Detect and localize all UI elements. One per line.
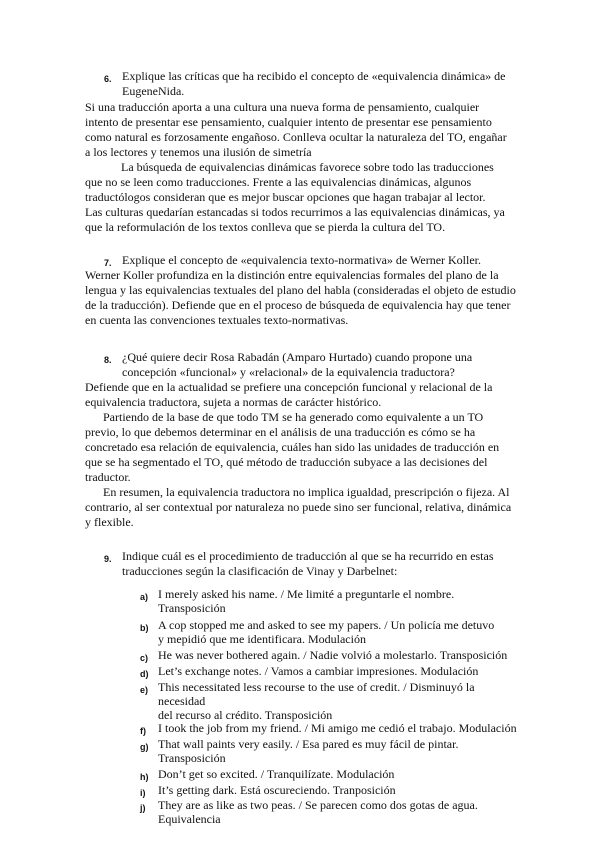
item-j-line: Equivalencia — [158, 812, 221, 826]
question-8-body-line: equivalencia traductora, sujeta a normas de carácter histórico. — [85, 395, 382, 409]
question-7-number: 7. — [104, 258, 112, 268]
question-9-title-line-2: traducciones según la clasificación de Vinay y Darbelnet: — [122, 564, 398, 578]
question-6-body-line: como natural es forzosamente engañoso. Conlleva ocultar la naturaleza del TO, engañar — [85, 130, 507, 144]
question-8-body-line: contrario, al ser contextual por naturaleza no puede sino ser funcional, relativa, dinámica — [85, 500, 512, 514]
item-b-line: A cop stopped me and asked to see my papers. / Un policía me detuvo — [158, 618, 495, 632]
question-6-body-line: Si una traducción aporta a una cultura una nueva forma de pensamiento, cualquier — [85, 100, 480, 114]
question-8-body-line: traductor. — [85, 470, 131, 484]
question-8-body-line: En resumen, la equivalencia traductora no implica igualdad, prescripción o fijeza. Al — [103, 485, 510, 499]
question-6-number: 6. — [104, 74, 112, 84]
item-a-line: Transposición — [158, 601, 226, 615]
item-h-label: h) — [140, 772, 149, 782]
question-7-body-line: lengua y las equivalencias textuales del plano del habla (consideradas el objeto de estudio — [85, 283, 516, 297]
item-c-label: c) — [140, 653, 149, 663]
question-7-title: Explique el concepto de «equivalencia texto-normativa» de Werner Koller. — [122, 253, 482, 267]
item-c-line: He was never bothered again. / Nadie volvió a molestarlo. Transposición — [158, 648, 508, 662]
question-8-body-line: previo, lo que debemos determinar en el análisis de una traducción es cómo se ha — [85, 425, 476, 439]
question-6-body-line: La búsqueda de equivalencias dinámicas favorece sobre todo las traducciones — [121, 160, 494, 174]
question-7-body-line: Werner Koller profundiza en la distinción entre equivalencias formales del plano de la — [85, 268, 499, 282]
question-8-body-line: y flexible. — [85, 515, 134, 529]
item-a-label: a) — [140, 592, 149, 602]
question-6-body-line: intento de presentar ese pensamiento, cualquier intento de presentar ese pensamiento — [85, 115, 492, 129]
question-8-body-line: Partiendo de la base de que todo TM se ha generado como equivalente a un TO — [103, 410, 484, 424]
item-g-label: g) — [140, 742, 149, 752]
item-j-line: They are as like as two peas. / Se parecen como dos gotas de agua. — [158, 798, 478, 812]
question-6-title-line-1: Explique las críticas que ha recibido el concepto de «equivalencia dinámica» de — [122, 69, 506, 83]
item-b-line: y mepidió que me identificara. Modulación — [158, 632, 366, 646]
question-6-body-line: que no se leen como traducciones. Frente a las equivalencias dinámicas, algunos — [85, 175, 472, 189]
question-8-body-line: que se ha segmentado el TO, qué método de traducción subyace a las decisiones del — [85, 455, 488, 469]
item-g-line: Transposición — [158, 751, 226, 765]
item-d-label: d) — [140, 669, 149, 679]
item-f-label: f) — [140, 726, 146, 736]
question-6-body-line: a los lectores y tenemos una ilusión de simetría — [85, 145, 312, 159]
item-i-line: It’s getting dark. Está oscureciendo. Tranposición — [158, 783, 396, 797]
question-6-body-line: traductólogos consideran que es mejor buscar opciones que hagan trabajar al lector. — [85, 190, 486, 204]
item-e-line: This necessitated less recourse to the use of credit. / Disminuyó la — [158, 680, 475, 694]
question-8-title-line-2: concepción «funcional» y «relacional» de la equivalencia traductora? — [122, 365, 455, 379]
item-d-line: Let’s exchange notes. / Vamos a cambiar impresiones. Modulación — [158, 664, 479, 678]
item-f-line: I took the job from my friend. / Mi amigo me cedió el trabajo. Modulación — [158, 721, 517, 735]
question-8-body-line: concretado esa relación de equivalencia, cuáles han sido las unidades de traducción en — [85, 440, 500, 454]
item-b-label: b) — [140, 623, 149, 633]
question-7-body-line: de la traducción). Defiende que en el proceso de búsqueda de equivalencia hay que tener — [85, 298, 511, 312]
item-h-line: Don’t get so excited. / Tranquilízate. Modulación — [158, 767, 395, 781]
question-6-body-line: Las culturas quedarían estancadas si todos recurrimos a las equivalencias dinámicas, ya — [85, 205, 505, 219]
item-i-label: i) — [140, 788, 146, 798]
item-j-label: j) — [140, 803, 146, 813]
item-e-label: e) — [140, 685, 149, 695]
item-e-line: del recurso al crédito. Transposición — [158, 708, 333, 722]
question-9-number: 9. — [104, 554, 112, 564]
item-g-line: That wall paints very easily. / Esa pared es muy fácil de pintar. — [158, 737, 459, 751]
question-6-title-line-2: EugeneNida. — [122, 84, 185, 98]
item-e-line: necesidad — [158, 694, 206, 708]
question-8-title-line-1: ¿Qué quiere decir Rosa Rabadán (Amparo Hurtado) cuando propone una — [122, 350, 473, 364]
question-8-body-line: Defiende que en la actualidad se prefiere una concepción funcional y relacional de la — [85, 380, 493, 394]
question-7-body-line: en cuenta las convenciones textuales texto-normativas. — [85, 313, 349, 327]
question-9-title-line-1: Indique cuál es el procedimiento de traducción al que se ha recurrido en estas — [122, 549, 494, 563]
item-a-line: I merely asked his name. / Me limité a preguntarle el nombre. — [158, 587, 455, 601]
question-6-body-line: que la reformulación de los textos conlleva que se pierda la cultura del TO. — [85, 220, 446, 234]
question-8-number: 8. — [104, 355, 112, 365]
